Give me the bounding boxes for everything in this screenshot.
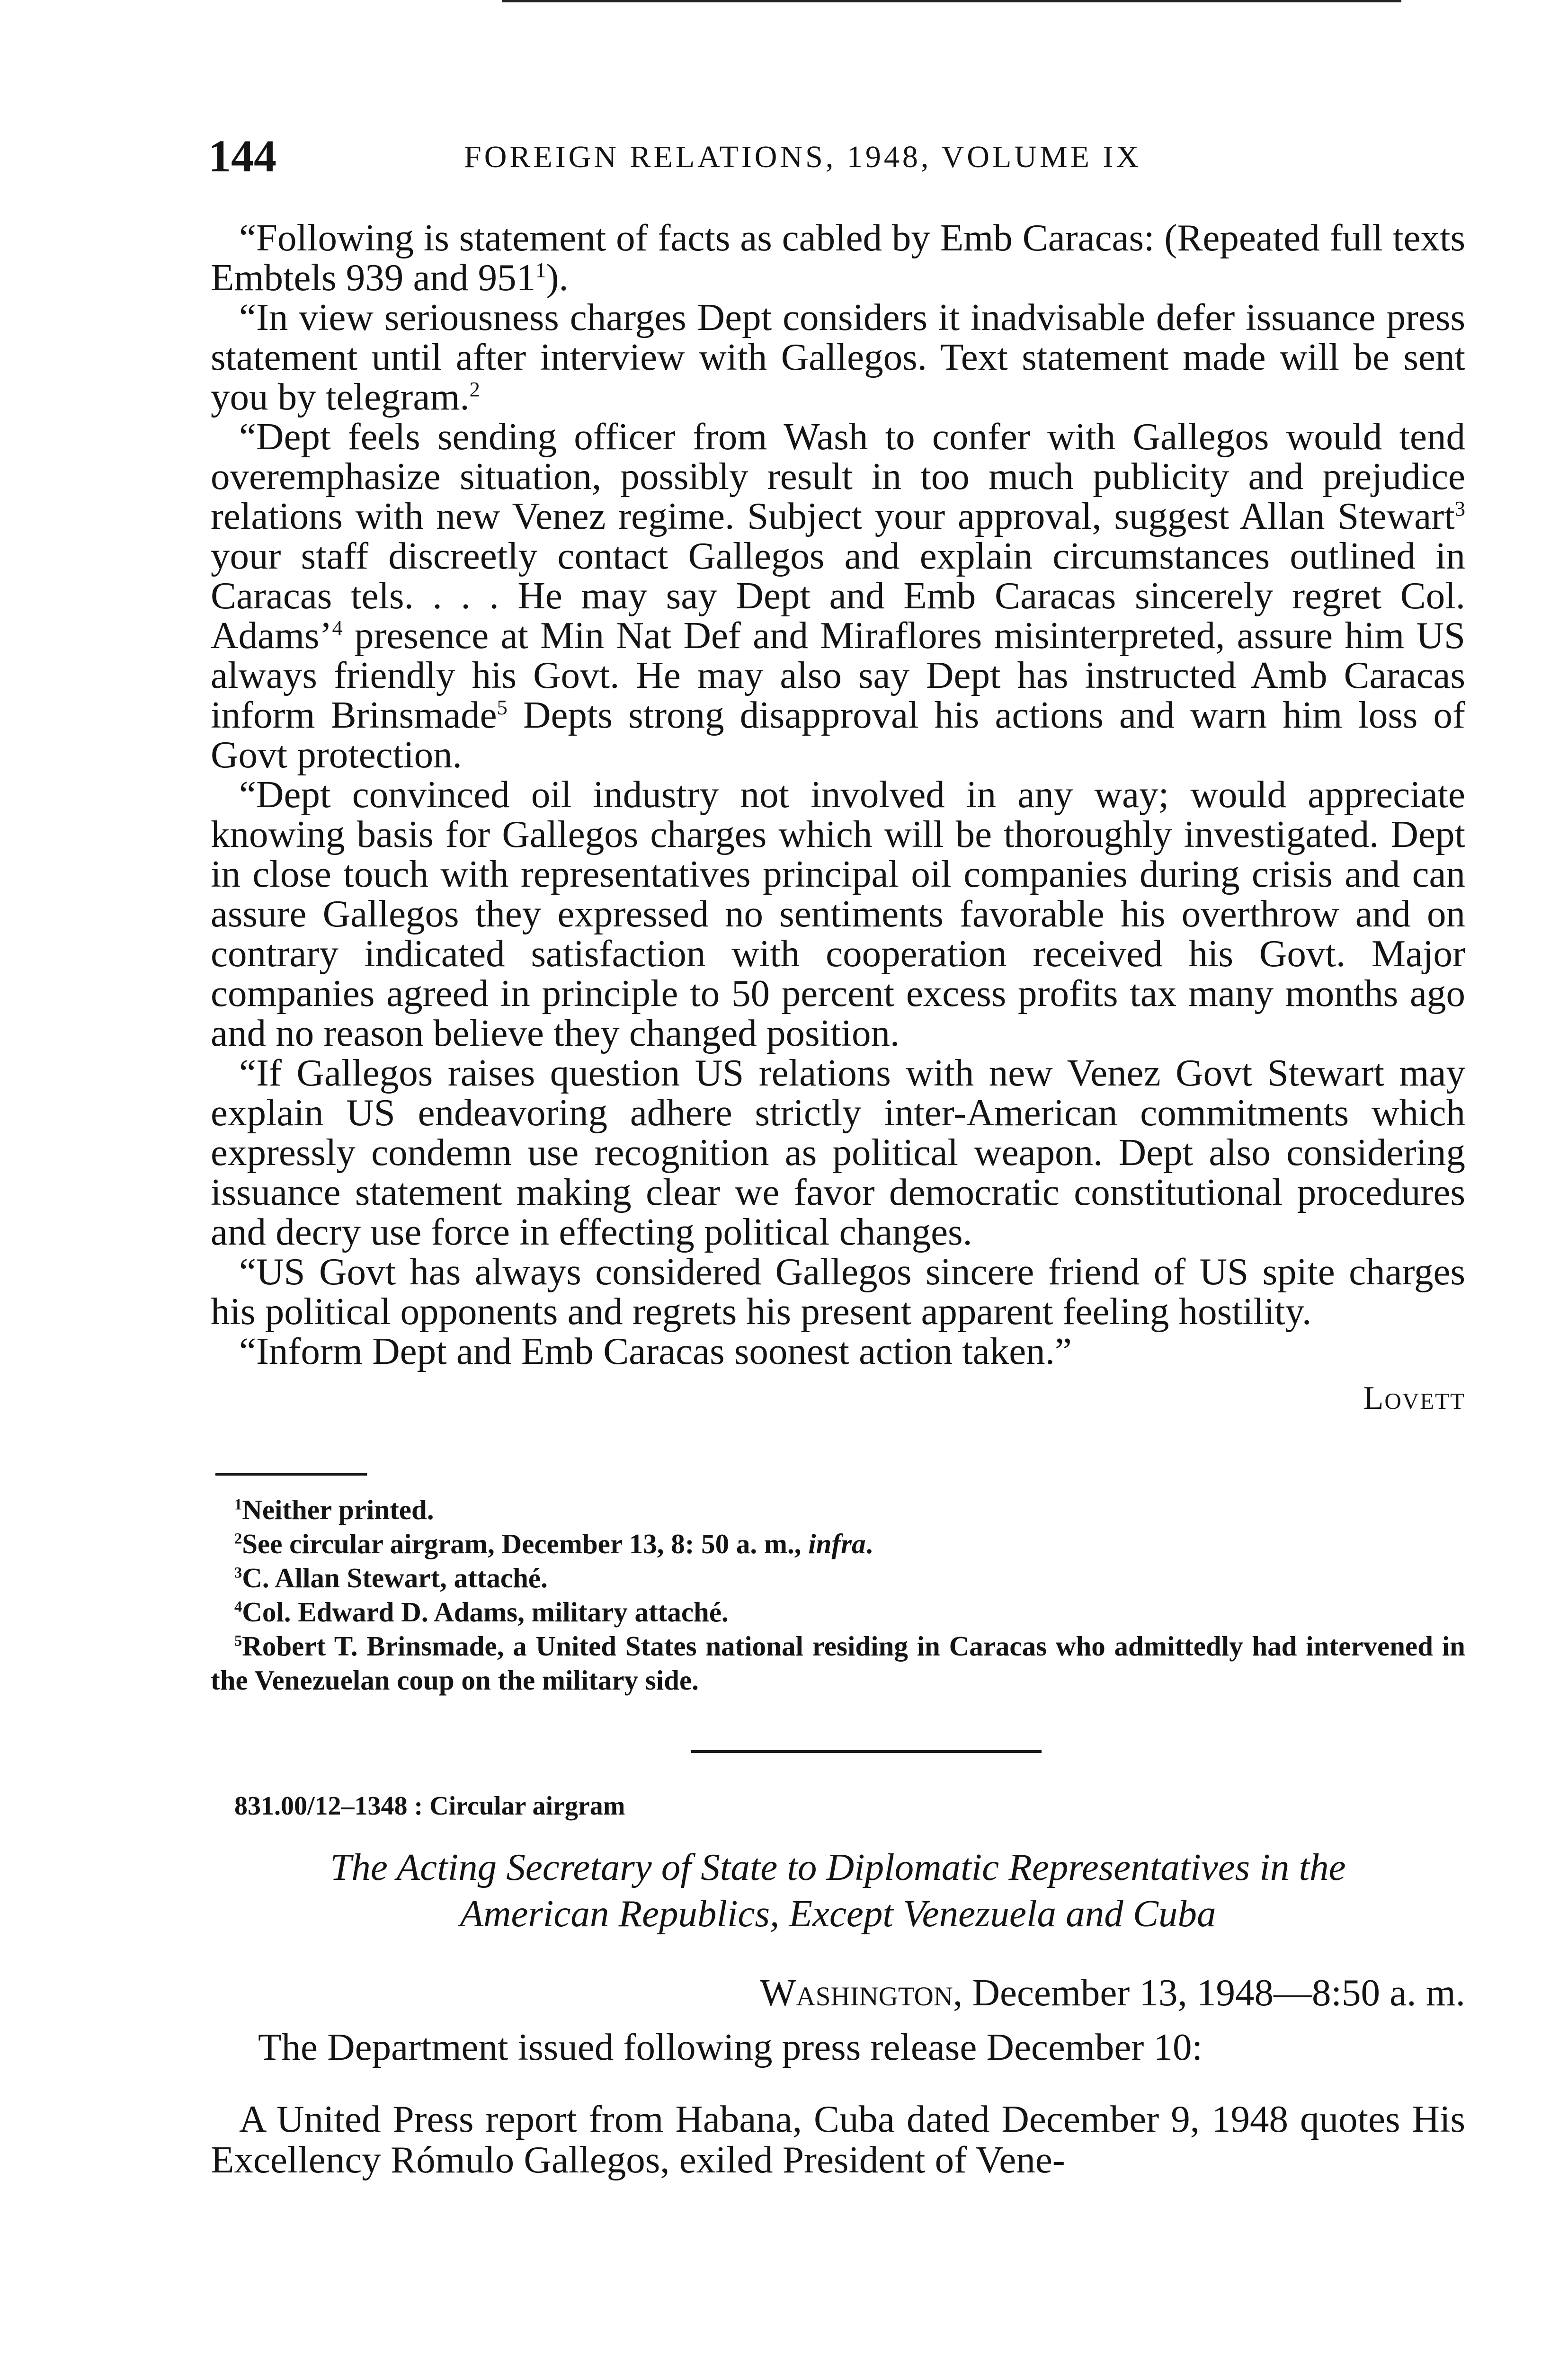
footnote-2: $^2$See circular airgram, December 13, 8: 50 a. m., infra. xyxy=(234,1528,873,1559)
footnote-rule xyxy=(215,1473,367,1476)
paragraph-1: “Following is statement of facts as cabled by Emb Caracas: (Repeated full texts Embtels 939 and $951^1$). xyxy=(211,216,1465,299)
footnote-5: $^5$Robert T. Brinsmade, a United States national residing in Caracas who admittedly had intervened in the Venezuelan coup on the military side. xyxy=(211,1630,1465,1696)
paragraph-4: “Dept convinced oil industry not involved in any way; would appreciate knowing basis for Gallegos charges which will be thoroughly investigated. Dept in close touch with representatives principal oil companies during crisis and can assure Gallegos they expressed no sentiments favorable his overthrow and on contrary indicated satisfaction with cooperation received his Govt. Major companies agreed in principle to 50 percent excess profits tax many months ago and no reason believe they changed position. xyxy=(211,773,1465,1054)
footnote-4: $^4$Col. Edward D. Adams, military attaché. xyxy=(234,1596,729,1628)
footnote-1: $^1$Neither printed. xyxy=(234,1494,434,1525)
paragraph-6: “US Govt has always considered Gallegos sincere friend of US spite charges his political opponents and regrets his present apparent feeling hostility. xyxy=(211,1250,1465,1333)
footnote-ref-3[interactable]: 3 xyxy=(1454,497,1465,520)
dateline-date: , December 13, 1948—8:50 a. m. xyxy=(953,1971,1465,2014)
paragraph-2: “In view seriousness charges Dept considers it inadvisable defer issuance press statement until after interview with Gallegos. Text statement made will be sent you by telegram.$^2$ xyxy=(211,296,1465,418)
paragraph-3: “Dept feels sending officer from Wash to confer with Gallegos would tend overemphasize situation, possibly result in too much publicity and prejudice relations with new Venez regime. Subject your approval, suggest Allan Stewart$^3$ your staff discreetly contact Gallegos and explain circumstances outlined in Caracas tels. . . . He may say Dept and Emb Caracas sincerely regret Col. Adams’$^4$ presence at Min Nat Def and Miraflores misinterpreted, assure him US always friendly his Govt. He may also say Dept has instructed Amb Caracas inform Brinsmade$^5$ Depts strong disapproval his actions and warn him loss of Govt protection. xyxy=(211,415,1466,776)
running-head: FOREIGN RELATIONS, 1948, VOLUME IX xyxy=(464,140,1142,174)
title-line-2: American Republics, Except Venezuela and Cuba xyxy=(460,1892,1216,1935)
top-border xyxy=(502,0,1401,2)
document-title xyxy=(211,1844,1465,1937)
intro-paragraph: The Department issued following press release December 10: xyxy=(258,2026,1203,2068)
document-file-id: 831.00/12–1348 : Circular airgram xyxy=(234,1791,625,1821)
footnote-ref-4[interactable]: 4 xyxy=(332,616,343,640)
footnote-3: $^3$C. Allan Stewart, attaché. xyxy=(234,1562,548,1593)
footnote-ref-2[interactable]: 2 xyxy=(469,377,480,401)
dateline-place: Washington xyxy=(760,1971,953,2014)
page-number: 144 xyxy=(208,131,276,181)
document-body xyxy=(211,218,1465,2180)
signature: Lovett xyxy=(1363,1380,1465,1416)
title-line-1: The Acting Secretary of State to Diplomatic Representatives in the xyxy=(330,1846,1346,1888)
page-header xyxy=(208,130,1463,182)
dateline xyxy=(211,1971,1465,2015)
paragraph-7: “Inform Dept and Emb Caracas soonest action taken.” xyxy=(239,1330,1072,1372)
paragraph-5: “If Gallegos raises question US relations with new Venez Govt Stewart may explain US endeavoring adhere strictly inter-American commitments which expressly condemn use recognition as political weapon. Dept also considering issuance statement making clear we favor democratic constitutional procedures and decry use force in effecting political changes. xyxy=(211,1051,1465,1253)
footnote-ref-5[interactable]: 5 xyxy=(497,695,508,719)
section-separator xyxy=(691,1750,1042,1753)
footnote-ref-1[interactable]: 1 xyxy=(535,258,546,282)
press-release-quote: A United Press report from Habana, Cuba dated December 9, 1948 quotes His Excellency Rómulo Gallegos, exiled President of Vene- xyxy=(211,2098,1465,2181)
